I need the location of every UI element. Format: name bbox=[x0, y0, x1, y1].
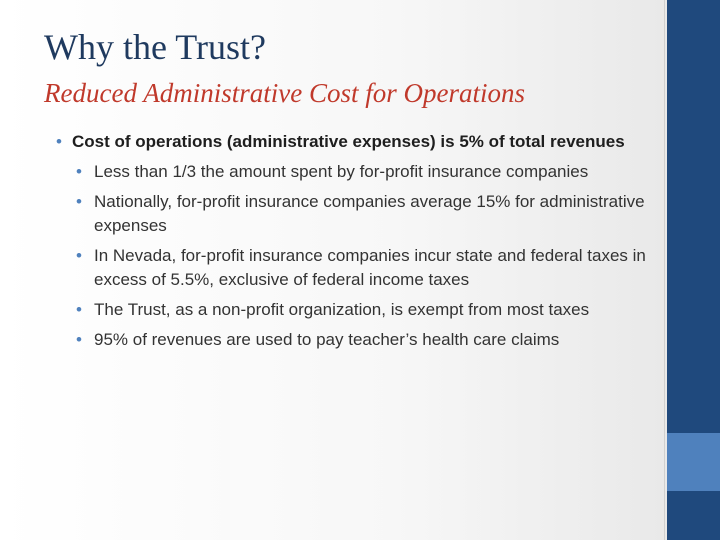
sub-bullet-item bbox=[46, 244, 646, 292]
bullet-dot-icon: • bbox=[76, 192, 82, 211]
slide-subtitle: Reduced Administrative Cost for Operations bbox=[44, 78, 525, 108]
sub-bullet-item bbox=[46, 190, 646, 238]
bullet-text: Cost of operations (administrative expenses) is 5% of total revenues bbox=[72, 132, 625, 151]
bullet-text: 95% of revenues are used to pay teacher’s health care claims bbox=[94, 330, 560, 349]
bullet-text: Less than 1/3 the amount spent by for-profit insurance companies bbox=[94, 162, 589, 181]
bullet-item bbox=[46, 130, 646, 154]
bullet-dot-icon: • bbox=[76, 300, 82, 319]
slide-title: Why the Trust? bbox=[44, 27, 267, 67]
bullet-text: In Nevada, for-profit insurance companies incur state and federal taxes in excess of 5.5%, exclusive of federal income taxes bbox=[94, 246, 646, 289]
bullet-dot-icon: • bbox=[56, 132, 62, 151]
sub-bullet-item bbox=[46, 328, 646, 352]
bullet-dot-icon: • bbox=[76, 246, 82, 265]
bullet-text: Nationally, for-profit insurance companies average 15% for administrative expenses bbox=[94, 192, 645, 235]
sub-bullet-item bbox=[46, 298, 646, 322]
bullet-text: The Trust, as a non-profit organization, is exempt from most taxes bbox=[94, 300, 590, 319]
divider-line bbox=[664, 0, 665, 540]
right-sidebar-accent bbox=[667, 433, 720, 491]
bullet-list bbox=[46, 130, 646, 352]
bullet-dot-icon: • bbox=[76, 162, 82, 181]
sub-bullet-item bbox=[46, 160, 646, 184]
bullet-dot-icon: • bbox=[76, 330, 82, 349]
